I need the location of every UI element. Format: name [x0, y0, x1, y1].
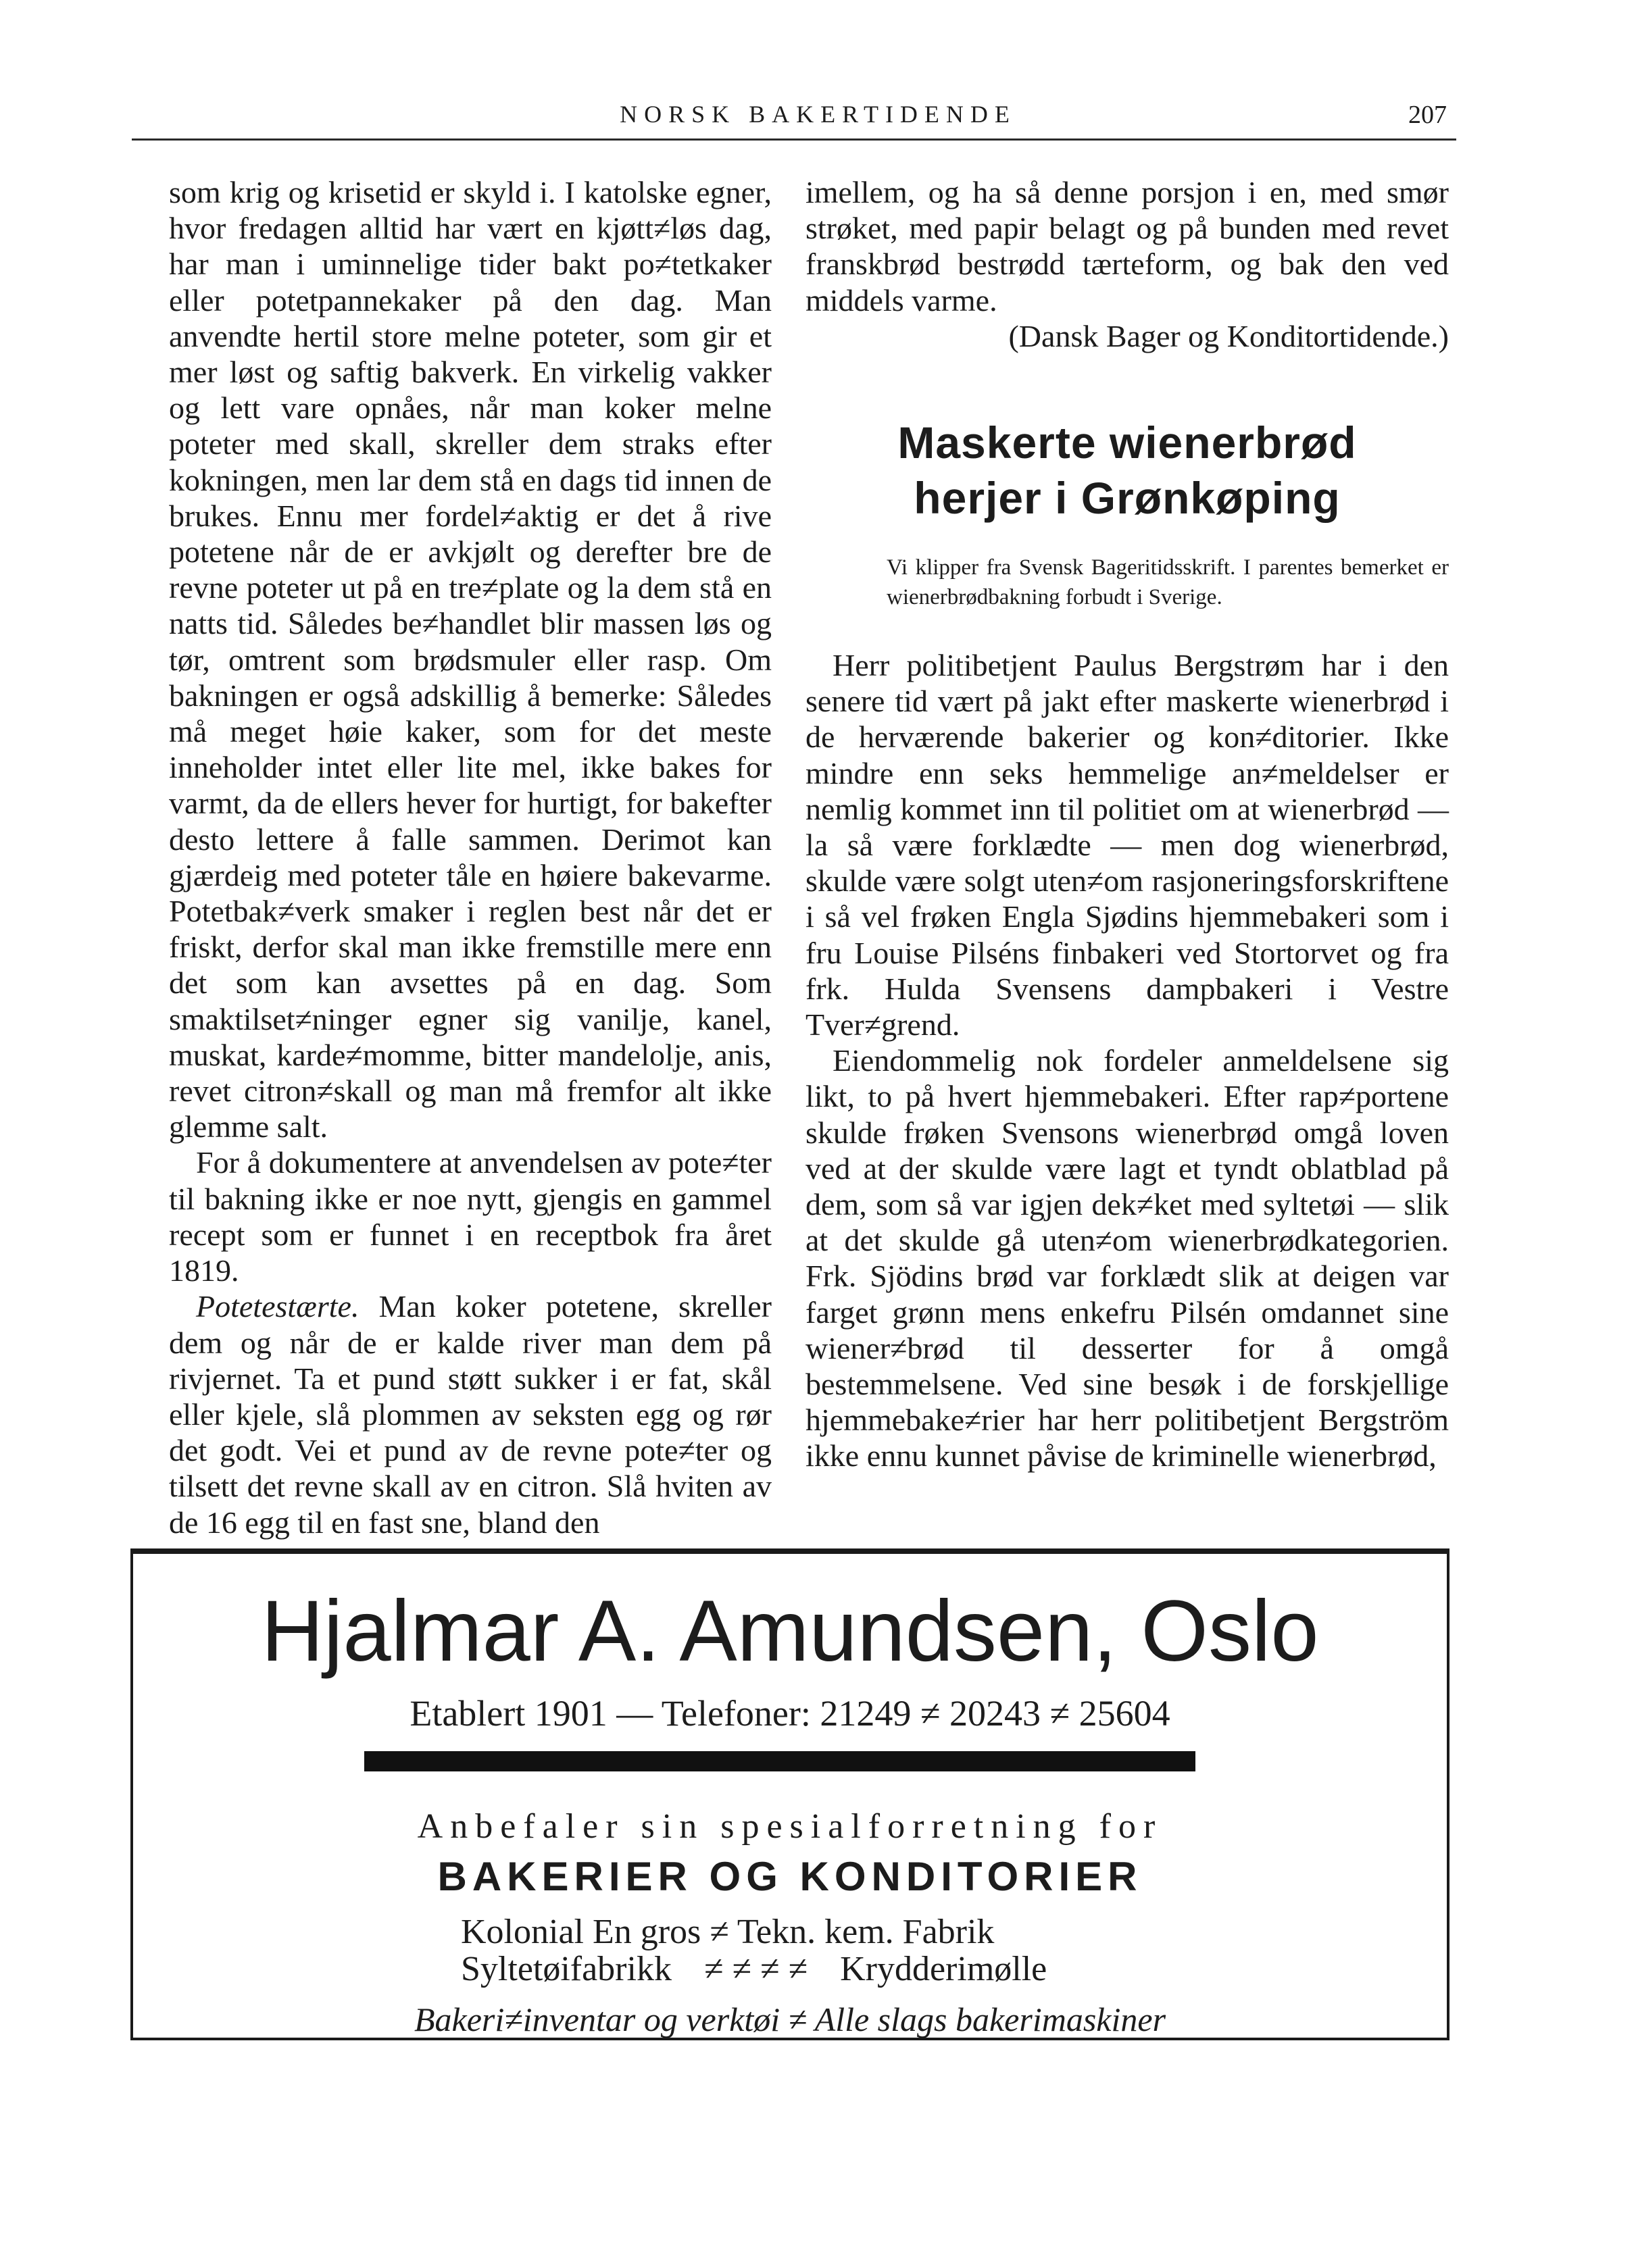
ad-item: Krydderimølle — [840, 1950, 1047, 1988]
article-title — [805, 415, 1449, 526]
ad-separator: ≠ — [710, 1913, 729, 1951]
ad-recommend-line: Anbefaler sin spesialforretning for — [417, 1807, 1163, 1846]
recipe-body: Man koker potetene, skreller dem og når de er kalde river man dem på rivjernet. Ta et pund støtt sukker i er fat, skål eller kjele, slå plommen av seksten egg og rør det godt. Vei et pund av de revne pote≠ter og tilsett det revne skall av en citron. Slå hviten av de 16 egg til en fast sne, bland den — [169, 1289, 772, 1540]
paragraph: Herr politibetjent Paulus Bergstrøm har i den senere tid vært på jakt efter maskerte wienerbrød i de herværende bakerier og kon≠ditorier. Ikke mindre enn seks hemmelige an≠meldelser er nemlig kommet inn til politiet om at wienerbrød — la så være forklædte — men dog wienerbrød, skulde være solgt uten≠om rasjoneringsforskriftene i så vel frøken Engla Sjødins hjemmebakeri som i fru Louise Pilséns finbakeri ved Stortorvet og fra frk. Hulda Svensens dampbakeri i Vestre Tver≠grend. — [805, 648, 1449, 1042]
article-intro: Vi klipper fra Svensk Bageritidsskrift. I parentes bemerket er wienerbrødbakning forbudt i Sverige. — [887, 555, 1449, 610]
paragraph: imellem, og ha så denne porsjon i en, med smør strøket, med papir belagt og på bunden med revet franskbrød bestrødd tærteform, og bak den ved middels varme. — [805, 175, 1449, 318]
paragraph: For å dokumentere at anvendelsen av pote≠ter til bakning ikke er noe nytt, gjengis en gammel recept som er funnet i en receptbok fra året 1819. — [169, 1145, 772, 1288]
ad-item: Kolonial En gros — [461, 1913, 701, 1951]
paragraph: som krig og krisetid er skyld i. I katolske egner, hvor fredagen alltid har vært en kjøtt≠løs dag, har man i uminnelige tider bakt po≠tetkaker eller potetpannekaker på den dag. Man anvendte hertil store melne poteter, som gir et mer løst og saftig bakverk. En virkelig vakker og lett vare opnåes, når man koker melne poteter med skall, skreller dem straks efter kokningen, men lar dem stå en dags tid innen de brukes. Ennu mer fordel≠aktig er det å rive potetene når de er avkjølt og derefter bre de revne poteter ut på en tre≠plate og la dem stå en natts tid. Således be≠handlet blir massen løs og tør, omtrent som brødsmuler eller rasp. Om bakningen er også adskillig å bemerke: Således må meget høie kaker, som for det meste inneholder intet eller lite mel, ikke bakes for varmt, da de ellers hever for hurtigt, for bakefter desto lettere å falle sammen. Derimot kan gjærdeig med poteter tåle en høiere bakevarme. Potetbak≠verk smaker i reglen best når det er friskt, derfor skal man ikke fremstille mere enn det som kan avsettes på en dag. Som smaktilset≠ninger egner sig vanilje, kanel, muskat, karde≠momme, bitter mandelolje, anis, revet citron≠skall og man må fremfor alt ikke glemme salt. — [169, 175, 772, 1144]
advertisement — [130, 1548, 1449, 2040]
article-title-line: herjer i Grønkøping — [914, 473, 1341, 524]
page-number: 207 — [1408, 101, 1447, 129]
ad-company-name: Hjalmar A. Amundsen, Oslo — [261, 1583, 1319, 1680]
source-credit: (Dansk Bager og Konditortidende.) — [1008, 318, 1449, 353]
ad-item: Tekn. kem. Fabrik — [737, 1913, 995, 1951]
ad-tagline: Bakeri≠inventar og verktøi ≠ Alle slags bakerimaskiner — [414, 2000, 1166, 2038]
ad-separator: ≠ ≠ ≠ ≠ — [703, 1950, 808, 1988]
ad-specialty-line: BAKERIER OG KONDITORIER — [437, 1854, 1143, 1899]
article-title-line: Maskerte wienerbrød — [897, 418, 1357, 468]
recipe-title: Potetestærte. — [196, 1289, 360, 1324]
left-column — [169, 174, 772, 1540]
ad-row — [461, 1912, 994, 1952]
ad-row — [461, 1949, 1047, 1989]
paragraph: Eiendommelig nok fordeler anmeldelsene sig likt, to på hvert hjemmebakeri. Efter rap≠portene skulde frøken Svensons wienerbrød omgå loven ved at der skulde være lagt et tyndt oblatblad på dem, som så var igjen dek≠ket med syltetøi — slik at det skulde gå uten≠om wienerbrødkategorien. Frk. Sjödins brød var forklædt slik at deigen var farget grønn mens enkefru Pilsén omdannet sine wiener≠brød til desserter for å omgå bestemmelsene. Ved sine besøk i de forskjellige hjemmebake≠rier har herr politibetjent Bergström ikke ennu kunnet påvise de kriminelle wienerbrød, — [805, 1043, 1449, 1473]
ad-phone-line: Etablert 1901 — Telefoner: 21249 ≠ 20243 ≠ 25604 — [410, 1693, 1170, 1734]
publication-title: NORSK BAKERTIDENDE — [620, 101, 1016, 128]
recipe-paragraph — [169, 1288, 772, 1540]
right-column — [805, 174, 1449, 1474]
header-rule — [132, 138, 1456, 141]
ad-divider-bar — [364, 1751, 1195, 1771]
ad-item: Syltetøifabrikk — [461, 1950, 672, 1988]
